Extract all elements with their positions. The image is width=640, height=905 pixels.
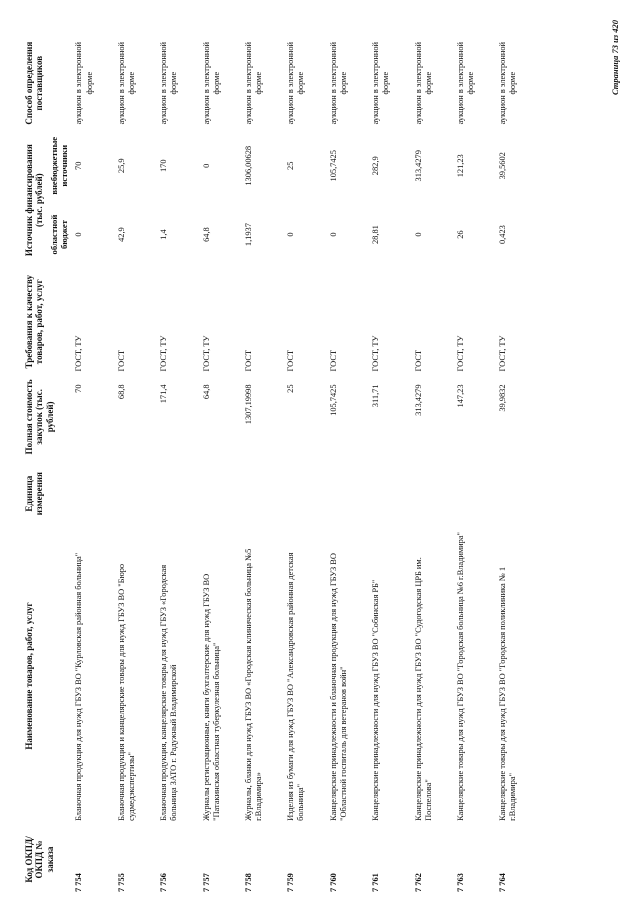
cell-method: аукцион в электронной форме <box>244 41 264 125</box>
header-quality: Требования к качеству товаров, работ, услуг <box>24 274 45 369</box>
cell-method: аукцион в электронной форме <box>498 41 518 125</box>
cell-unit <box>114 459 156 528</box>
cell-code: 7 759 <box>286 873 296 892</box>
cell-quality: ГОСТ, ТУ <box>201 335 211 372</box>
cell-regional: 1,4 <box>159 229 169 240</box>
cell-name: Изделия из бумаги для нужд ГБУЗ ВО "Александровская районная детская больница" <box>286 552 306 821</box>
cell-extra: 39,5602 <box>498 152 508 180</box>
cell-name: Бланочная продукция и канцелярские товары для нужд ГБУЗ ВО "Бюро судмедэкспертизы" <box>116 563 136 821</box>
cell-regional: 0 <box>413 232 423 237</box>
cell-regional: 0 <box>328 232 338 237</box>
cell-code: 7 763 <box>455 873 465 892</box>
cell-code: 7 755 <box>116 873 126 892</box>
cell-name: Журналы регистрационные, книги бухгалтерские для нужд ГБУЗ ВО "Патакинская областная туберкулезная больница" <box>201 573 221 821</box>
cell-extra: 313,4279 <box>413 150 423 182</box>
cell-code: 7 762 <box>413 873 423 892</box>
cell-quality: ГОСТ, ТУ <box>455 335 465 372</box>
cell-method: аукцион в электронной форме <box>328 41 348 125</box>
cell-unit <box>283 459 325 528</box>
cell-extra: 105,7425 <box>328 150 338 182</box>
page-footer: Страница 73 из 420 <box>610 20 620 95</box>
cell-cost: 171,4 <box>159 384 169 404</box>
cell-code: 7 758 <box>244 873 253 892</box>
cell-extra: 25,9 <box>116 158 126 174</box>
cell-regional: 1,1937 <box>244 223 253 247</box>
cell-method: аукцион в электронной форме <box>286 41 306 125</box>
cell-unit <box>156 459 198 528</box>
cell-name: Канцелярские принадлежности для нужд ГБУЗ ВО "Собинская РБ" <box>371 579 381 821</box>
cell-quality: ГОСТ, ТУ <box>159 335 169 372</box>
header-finance-extra: внебюджетные источники <box>48 136 69 195</box>
cell-regional: 26 <box>455 230 465 239</box>
procurement-table <box>22 35 538 895</box>
cell-cost: 64,8 <box>201 384 211 400</box>
cell-quality: ГОСТ, ТУ <box>498 335 508 372</box>
cell-extra: 25 <box>286 161 296 170</box>
table-row <box>114 35 156 895</box>
cell-method: аукцион в электронной форме <box>201 41 221 125</box>
cell-regional: 0 <box>74 232 84 237</box>
cell-cost: 147,23 <box>455 384 465 408</box>
cell-method: аукцион в электронной форме <box>159 41 179 125</box>
header-finance-regional: областной бюджет <box>48 214 69 255</box>
header-name: Наименование товаров, работ, услуг <box>24 602 34 750</box>
table-body <box>71 35 537 895</box>
cell-regional: 0,423 <box>498 225 508 244</box>
header-unit: Единица измерения <box>24 472 45 516</box>
header-method: Способ определения поставщиков <box>24 41 45 125</box>
cell-code: 7 760 <box>328 873 338 892</box>
cell-quality: ГОСТ <box>286 349 296 372</box>
header-cost: Полная стоимость закупок (тыс. рублей) <box>24 379 55 455</box>
cell-unit <box>199 459 241 528</box>
header-code: Код ОКПД/ ОКПД № заказа <box>24 836 55 883</box>
cell-quality: ГОСТ <box>116 349 126 372</box>
cell-unit <box>453 459 495 528</box>
cell-cost: 1307,19998 <box>244 384 253 425</box>
cell-name: Канцелярские товары для нужд ГБУЗ ВО "Городская больница №6 г.Владимира" <box>455 532 465 821</box>
cell-unit <box>368 459 410 528</box>
cell-cost: 70 <box>74 384 84 393</box>
cell-code: 7 754 <box>74 873 84 892</box>
cell-name: Бланочная продукция для нужд ГБУЗ ВО "Курловская районная больница" <box>74 552 84 821</box>
table-row <box>241 35 283 895</box>
cell-cost: 311,71 <box>371 384 381 408</box>
cell-regional: 0 <box>286 232 296 237</box>
cell-extra: 282,9 <box>371 156 381 176</box>
cell-extra: 70 <box>74 161 84 170</box>
cell-cost: 105,7425 <box>328 384 338 416</box>
cell-cost: 313,4279 <box>413 384 423 416</box>
cell-extra: 1306,00628 <box>244 145 253 186</box>
cell-method: аукцион в электронной форме <box>413 41 433 125</box>
cell-code: 7 764 <box>498 873 508 892</box>
cell-unit <box>411 459 453 528</box>
cell-quality: ГОСТ <box>413 349 423 372</box>
table-row <box>156 35 198 895</box>
cell-quality: ГОСТ, ТУ <box>371 335 381 372</box>
cell-unit <box>241 459 283 528</box>
cell-cost: 68,8 <box>116 384 126 400</box>
table-row <box>368 35 410 895</box>
cell-unit <box>326 459 368 528</box>
table-row <box>283 35 325 895</box>
cell-unit <box>71 459 113 528</box>
cell-name: Канцелярские товары для нужд ГБУЗ ВО "Городская поликлиника № 1 г.Владимира" <box>498 566 518 821</box>
cell-cost: 25 <box>286 384 296 393</box>
cell-name: Канцелярские принадлежности для нужд ГБУЗ ВО "Судогодская ЦРБ им. Поспелова" <box>413 557 433 821</box>
cell-code: 7 756 <box>159 873 169 892</box>
cell-quality: ГОСТ, ТУ <box>74 335 84 372</box>
cell-method: аукцион в электронной форме <box>371 41 391 125</box>
cell-extra: 170 <box>159 159 169 173</box>
cell-extra: 121,23 <box>455 154 465 178</box>
table-row <box>411 35 453 895</box>
cell-quality: ГОСТ <box>244 349 253 372</box>
header-row <box>22 35 47 895</box>
table-row <box>71 35 113 895</box>
cell-code: 7 761 <box>371 873 381 892</box>
table-row <box>326 35 368 895</box>
cell-method: аукцион в электронной форме <box>455 41 476 125</box>
cell-name: Журналы, бланки для нужд ГБУЗ ВО «Городская клиническая больница №5 г.Владимира» <box>244 548 264 821</box>
cell-unit <box>495 459 537 528</box>
cell-regional: 28,81 <box>371 225 381 244</box>
table-row <box>453 35 495 895</box>
cell-regional: 42,9 <box>116 227 126 242</box>
cell-name: Бланочная продукция, канцелярские товары для нужд ГБУЗ «Городская больница ЗАТО г. Радужный Владимирской <box>159 564 179 821</box>
cell-name: Канцелярские принадлежности и бланочная продукция для нужд ГБУЗ ВО "Областной госпиталь для ветеранов войн" <box>328 553 348 821</box>
cell-extra: 0 <box>201 163 211 168</box>
table-row <box>199 35 241 895</box>
cell-method: аукцион в электронной форме <box>74 41 94 125</box>
table-row <box>495 35 537 895</box>
cell-code: 7 757 <box>201 873 211 892</box>
header-finance: Источник финансирования (тыс. рублей) <box>24 144 45 257</box>
cell-quality: ГОСТ <box>328 349 338 372</box>
cell-method: аукцион в электронной форме <box>116 41 136 125</box>
cell-cost: 39,9832 <box>498 384 508 412</box>
cell-regional: 64,8 <box>201 227 211 242</box>
